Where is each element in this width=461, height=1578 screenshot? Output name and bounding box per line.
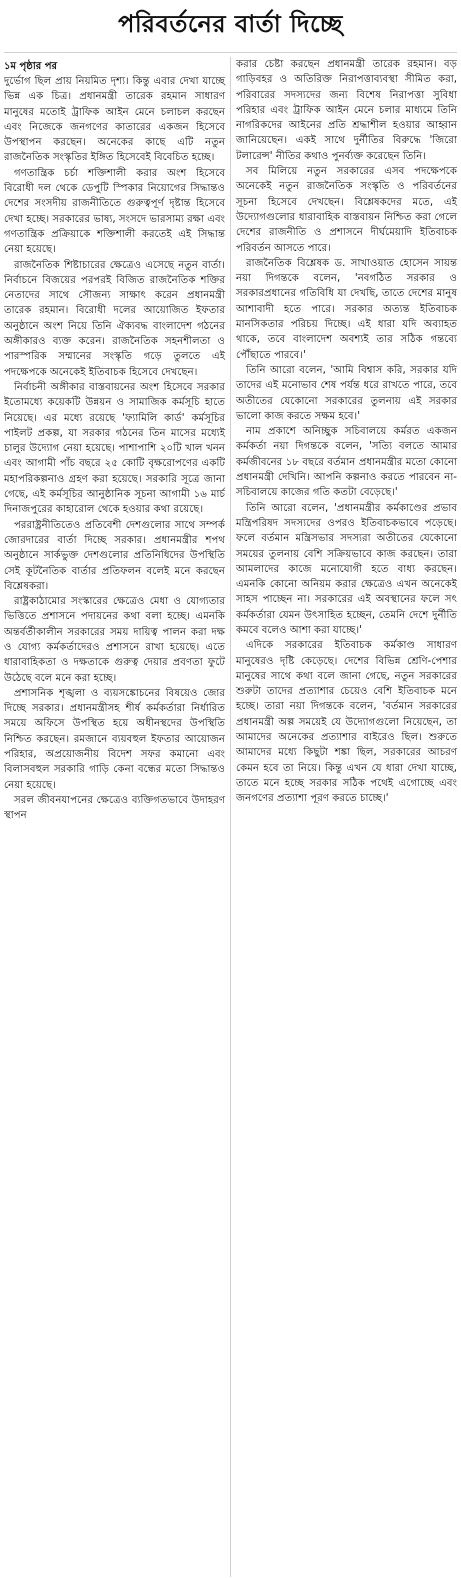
- paragraph: সব মিলিয়ে নতুন সরকারের এসব পদক্ষেপকে অনেকেই নতুন রাজনৈতিক সংস্কৃতি ও পরিবর্তনের সূচনা হিসেবে দেখছেন। বিশ্লেষকদের মতে, এই উদ্যোগগুলোর ধারাবাহিক বাস্তবায়ন নিশ্চিত করা গেলে দেশের রাজনীতি ও প্রশাসনে দীর্ঘমেয়াদি ইতিবাচক পরিবর্তন আসতে পারে।: [236, 166, 457, 254]
- paragraph: সরল জীবনযাপনের ক্ষেত্রেও ব্যক্তিগতভাবে উদাহরণ স্থাপন: [4, 794, 225, 822]
- right-column: [230, 57, 457, 1577]
- paragraph: রাষ্ট্রকাঠামোর সংস্কারের ক্ষেত্রেও মেধা ও যোগ্যতার ভিত্তিতে প্রশাসনে পদায়নের কথা বলা হচ্ছে। এমনকি অন্তর্বর্তীকালীন সরকারের সময় দায়িত্ব পালন করা দক্ষ ও যোগ্য কর্মকর্তাদেরও প্রশাসনে রাখা হয়েছে। এতে ধারাবাহিকতা ও দক্ষতাকে গুরুত্ব দেয়ার প্রবণতা ফুটে উঠেছে বলে মনে করা হচ্ছে।: [4, 596, 225, 684]
- paragraph: করার চেষ্টা করছেন প্রধানমন্ত্রী তারেক রহমান। বড় গাড়িবহর ও অতিরিক্ত নিরাপত্তাব্যবস্থা সীমিত করা, পরিবারের সদস্যদের জন্য বিশেষ নিরাপত্তা সুবিধা পরিহার এবং ট্রাফিক আইন মেনে চলার মাধ্যমে তিনি নাগরিকদের আইনের প্রতি শ্রদ্ধাশীল হওয়ার আহ্বান জানিয়েছেন। একই সাথে দুর্নীতির বিরুদ্ধে 'জিরো টলারেন্স' নীতির কথাও পুনর্ব্যক্ত করেছেন তিনি।: [236, 59, 457, 162]
- paragraph: এদিকে সরকারের ইতিবাচক কর্মকাণ্ড সাধারণ মানুষেরও দৃষ্টি কেড়েছে। দেশের বিভিন্ন শ্রেণি-পেশার মানুষের সাথে কথা বলে জানা গেছে, নতুন সরকারের শুরুটা তাদের প্রত্যাশার চেয়েও বেশি ইতিবাচক মনে হচ্ছে। তারা নয়া দিগন্তকে বলেন, 'বর্তমান সরকারের প্রধানমন্ত্রী অল্প সময়েই যে উদ্যোগগুলো নিয়েছেন, তা আমাদের অনেকের প্রত্যাশার বাইরেও ছিল। শুরুতে আমাদের মধ্যে কিছুটা শঙ্কা ছিল, সরকারের আচরণ কেমন হবে তা নিয়ে। কিন্তু এখন যে ধারা দেখা যাচ্ছে, তাতে মনে হচ্ছে সরকার সঠিক পথেই এগোচ্ছে এবং জনগণের প্রত্যাশা পূরণ করতে চাচ্ছে।': [236, 640, 457, 805]
- paragraph: পররাষ্ট্রনীতিতেও প্রতিবেশী দেশগুলোর সাথে সম্পর্ক জোরদারের বার্তা দিচ্ছে সরকার। প্রধানমন্ত্রীর শপথ অনুষ্ঠানে সার্কভুক্ত দেশগুলোর প্রতিনিধিদের উপস্থিতি সেই কূটনৈতিক বার্তার প্রতিফলন বলেই মনে করছেন বিশ্লেষকরা।: [4, 519, 225, 592]
- paragraph: নির্বাচনী অঙ্গীকার বাস্তবায়নের অংশ হিসেবে সরকার ইতোমধ্যে কয়েকটি উন্নয়ন ও সামাজিক কর্মসূচি হাতে নিয়েছে। এর মধ্যে রয়েছে 'ফ্যামিলি কার্ড' কর্মসূচির পাইলট প্রকল্প, যা সরকার গঠনের তিন মাসের মধ্যেই চালুর উদ্যোগ নেয়া হয়েছে। পাশাপাশি ২০টি খাল খনন এবং আগামী পাঁচ বছরে ২৫ কোটি বৃক্ষরোপণের একটি মহাপরিকল্পনাও গ্রহণ করা হয়েছে। সরকারি সূত্রে জানা গেছে, এই কর্মসূচির আনুষ্ঠানিক সূচনা আগামী ১৬ মার্চ দিনাজপুরের কাহারোল থেকে হওয়ার কথা রয়েছে।: [4, 381, 225, 516]
- paragraph: রাজনৈতিক শিষ্টাচারের ক্ষেত্রেও এসেছে নতুন বার্তা। নির্বাচনে বিজয়ের পরপরই বিজিত রাজনৈতিক শক্তির নেতাদের সাথে সৌজন্য সাক্ষাৎ করেন প্রধানমন্ত্রী তারেক রহমান। বিরোধী দলের আয়োজিত ইফতার অনুষ্ঠানে অংশ নিয়ে তিনি ঐক্যবদ্ধ বাংলাদেশ গঠনের অঙ্গীকারও ব্যক্ত করেন। রাজনৈতিক সহনশীলতা ও পারস্পরিক সম্মানের সংস্কৃতি গড়ে তুলতে এই পদক্ষেপকে অনেকেই ইতিবাচক হিসেবে দেখছেন।: [4, 259, 225, 378]
- paragraph: তিনি আরো বলেন, 'প্রধানমন্ত্রীর কর্মকাণ্ডের প্রভাব মন্ত্রিপরিষদ সদস্যদের ওপরও ইতিবাচকভাবে পড়েছে। ফলে বর্তমান মন্ত্রিসভার সদস্যরা অতীতের যেকোনো সময়ের তুলনায় বেশি সক্রিয়ভাবে কাজ করছেন। তারা আমলাদের কাজে মনোযোগী হতে বাধ্য করছেন। এমনকি কোনো অনিয়ম করার ক্ষেত্রেও এখন অনেকেই সাহস পাচ্ছেন না। সরকারের এই অবস্থানের ফলে সৎ কর্মকর্তারা যেমন উৎসাহিত হচ্ছেন, তেমনি দেশে দুর্নীতি কমবে বলেও আশা করা যাচ্ছে।': [236, 502, 457, 636]
- paragraph: প্রশাসনিক শৃঙ্খলা ও ব্যয়সঙ্কোচনের বিষয়েও জোর দিচ্ছে সরকার। প্রধানমন্ত্রীসহ শীর্ষ কর্মকর্তারা নির্ধারিত সময়ে অফিসে উপস্থিত হয়ে অধীনস্থদের উপস্থিতি নিশ্চিত করছেন। রমজানে ব্যয়বহুল ইফতার আয়োজন পরিহার, অপ্রয়োজনীয় বিদেশ সফর কমানো এবং বিলাসবহুল সরকারি গাড়ি কেনা বন্ধের মতো সিদ্ধান্তও নেয়া হয়েছে।: [4, 687, 225, 791]
- paragraph: তিনি আরো বলেন, 'আমি বিশ্বাস করি, সরকার যদি তাদের এই মনোভাব শেষ পর্যন্ত ধরে রাখতে পারে, তবে অতীতের যেকোনো সরকারের তুলনায় এই সরকার ভালো কাজ করতে সক্ষম হবে।': [236, 364, 457, 422]
- paragraph: দুর্ভোগ ছিল প্রায় নিয়মিত দৃশ্য। কিন্তু এবার দেখা যাচ্ছে ভিন্ন এক চিত্র। প্রধানমন্ত্রী তারেক রহমান সাধারণ মানুষের মতোই ট্রাফিক আইন মেনে চলাচল করছেন এবং নিজেকে জনগণের কাতারের একজন হিসেবে উপস্থাপন করছেন। অনেকের কাছে এটি নতুন রাজনৈতিক সংস্কৃতির ইঙ্গিত হিসেবেই বিবেচিত হচ্ছে।: [4, 76, 225, 164]
- paragraph: গণতান্ত্রিক চর্চা শক্তিশালী করার অংশ হিসেবে বিরোধী দল থেকে ডেপুটি স্পিকার নিয়োগের সিদ্ধান্তও দেশের সংসদীয় রাজনীতিতে গুরুত্বপূর্ণ দৃষ্টান্ত হিসেবে দেখা হচ্ছে। সরকারের ভাষ্য, সংসদে ভারসাম্য রক্ষা এবং গণতান্ত্রিক প্রক্রিয়াকে শক্তিশালী করতেই এই সিদ্ধান্ত নেয়া হয়েছে।: [4, 167, 225, 256]
- paragraph: রাজনৈতিক বিশ্লেষক ড. সাখাওয়াত হোসেন সায়ন্ত নয়া দিগন্তকে বলেন, 'নবগঠিত সরকার ও সরকারপ্রধানের গতিবিধি যা দেখছি, তাতে দেশের মানুষ আশাবাদী হতে পারে। সরকার অত্যন্ত ইতিবাচক মানসিকতার পরিচয় দিচ্ছে। এই ধারা যদি অব্যাহত থাকে, তবে বাংলাদেশ অবশ্যই তার সঠিক গন্তব্যে পৌঁছাতে পারবে।': [236, 257, 457, 361]
- headline: পরিবর্তনের বার্তা দিচ্ছে: [4, 0, 457, 53]
- left-column: [4, 57, 230, 1577]
- continued-from-label: ১ম পৃষ্ঠার পর: [4, 61, 57, 72]
- paragraph: নাম প্রকাশে অনিচ্ছুক সচিবালয়ে কর্মরত একজন কর্মকর্তা নয়া দিগন্তকে বলেন, 'সত্যি বলতে আমার কর্মজীবনের ১৮ বছরে বর্তমান প্রধানমন্ত্রীর মতো কোনো প্রধানমন্ত্রী দেখিনি। আপনি কল্পনাও করতে পারবেন না- সচিবালয়ে কাজের গতি কতটা বেড়েছে।': [236, 426, 457, 499]
- article-body: [4, 57, 457, 1577]
